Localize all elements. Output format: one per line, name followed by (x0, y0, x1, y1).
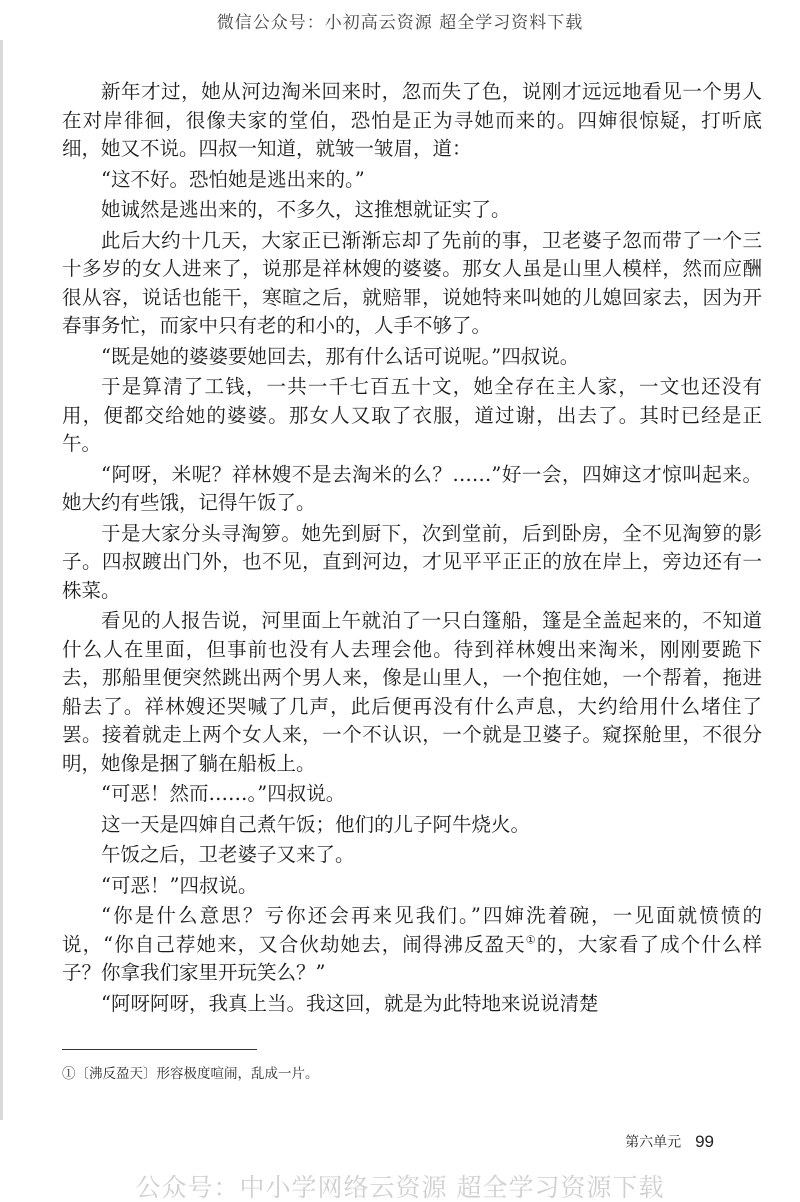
paragraph: 这一天是四婶自己煮午饭；他们的儿子阿牛烧火。 (101, 812, 531, 836)
page-number: 99 (695, 1131, 714, 1151)
unit-label: 第六单元 (625, 1134, 682, 1151)
paragraph: 于是算清了工钱，一共一千七百五十文，她全存在主人家，一文也还没有用，便都交给她的婆婆。那女人又取了衣服，道过谢，出去了。其时已经是正午。 (62, 375, 762, 455)
paragraph: “可恶！”四叔说。 (101, 873, 258, 897)
paragraph-text-after-note: 的，大家看了成个什么样子？你拿我们家里开玩笑么？” (62, 932, 762, 984)
footnote: ①〔沸反盈天〕形容极度喧闹，乱成一片。 (62, 1066, 319, 1082)
paragraph: 她诚然是逃出来的，不多久，这推想就证实了。 (101, 198, 511, 221)
paragraph-text-before-note: “你是什么意思？亏你还会再来见我们。”四婶洗着碗，一见面就愤愤的说，“你自己荐她来，又合伙劫她去，闹得沸反盈天 (62, 904, 762, 956)
footnote-divider (62, 1049, 257, 1050)
paragraph: 于是大家分头寻淘箩。她先到厨下，次到堂前，后到卧房，全不见淘箩的影子。四叔踱出门外，也不见，直到河边，才见平平正正的放在岸上，旁边还有一株菜。 (62, 521, 762, 602)
paragraph: “既是她的婆婆要她回去，那有什么话可说呢。”四叔说。 (101, 344, 580, 368)
page-footer (625, 1131, 714, 1152)
paragraph: 新年才过，她从河边淘米回来时，忽而失了色，说刚才远远地看见一个男人在对岸徘徊，很像夫家的堂伯，恐怕是正为寻她而来的。四婶很惊疑，打听底细，她又不说。四叔一知道，就皱一皱眉，道： (62, 80, 762, 160)
paragraph: “可恶！然而……。”四叔说。 (101, 782, 346, 805)
footnote-reference[interactable]: ① (525, 933, 537, 946)
paragraph: “阿呀，米呢？祥林嫂不是去淘米的么？……”好一会，四婶这才惊叫起来。她大约有些饿，记得午饭了。 (62, 462, 762, 514)
paragraph: 看见的人报告说，河里面上午就泊了一只白篷船，篷是全盖起来的，不知道什么人在里面，但事前也没有人去理会他。待到祥林嫂出来淘米，刚刚要跪下去，那船里便突然跳出两个男人来，像是山里人，一个抱住她，一个帮着，拖进船去了。祥林嫂还哭喊了几声，此后便再没有什么声息，大约给用什么堵住了罢。接着就走上两个女人来，一个不认识，一个就是卫婆子。窥探舱里，不很分明，她像是捆了躺在船板上。 (62, 609, 762, 775)
paragraph: 午饭之后，卫老婆子又来了。 (101, 843, 355, 866)
paragraph-with-footnote (62, 902, 762, 988)
body-text (62, 78, 762, 1018)
paragraph: 此后大约十几天，大家正已渐渐忘却了先前的事，卫老婆子忽而带了一个三十多岁的女人进来了，说那是祥林嫂的婆婆。那女人虽是山里人模样，然而应酬很从容，说话也能干，寒暄之后，就赔罪，说她特来叫她的儿媳回家去，因为开春事务忙，而家中只有老的和小的，人手不够了。 (62, 228, 762, 337)
paragraph: “这不好。恐怕她是逃出来的。” (101, 167, 365, 191)
footer-watermark: 公众号：中小学网络云资源 超全学习资源下载 (135, 1173, 665, 1202)
page-spine-shadow (0, 40, 3, 1120)
paragraph: “阿呀阿呀，我真上当。我这回，就是为此特地来说说清楚 (101, 991, 599, 1015)
header-watermark: 微信公众号：小初高云资源 超全学习资料下载 (216, 13, 584, 33)
